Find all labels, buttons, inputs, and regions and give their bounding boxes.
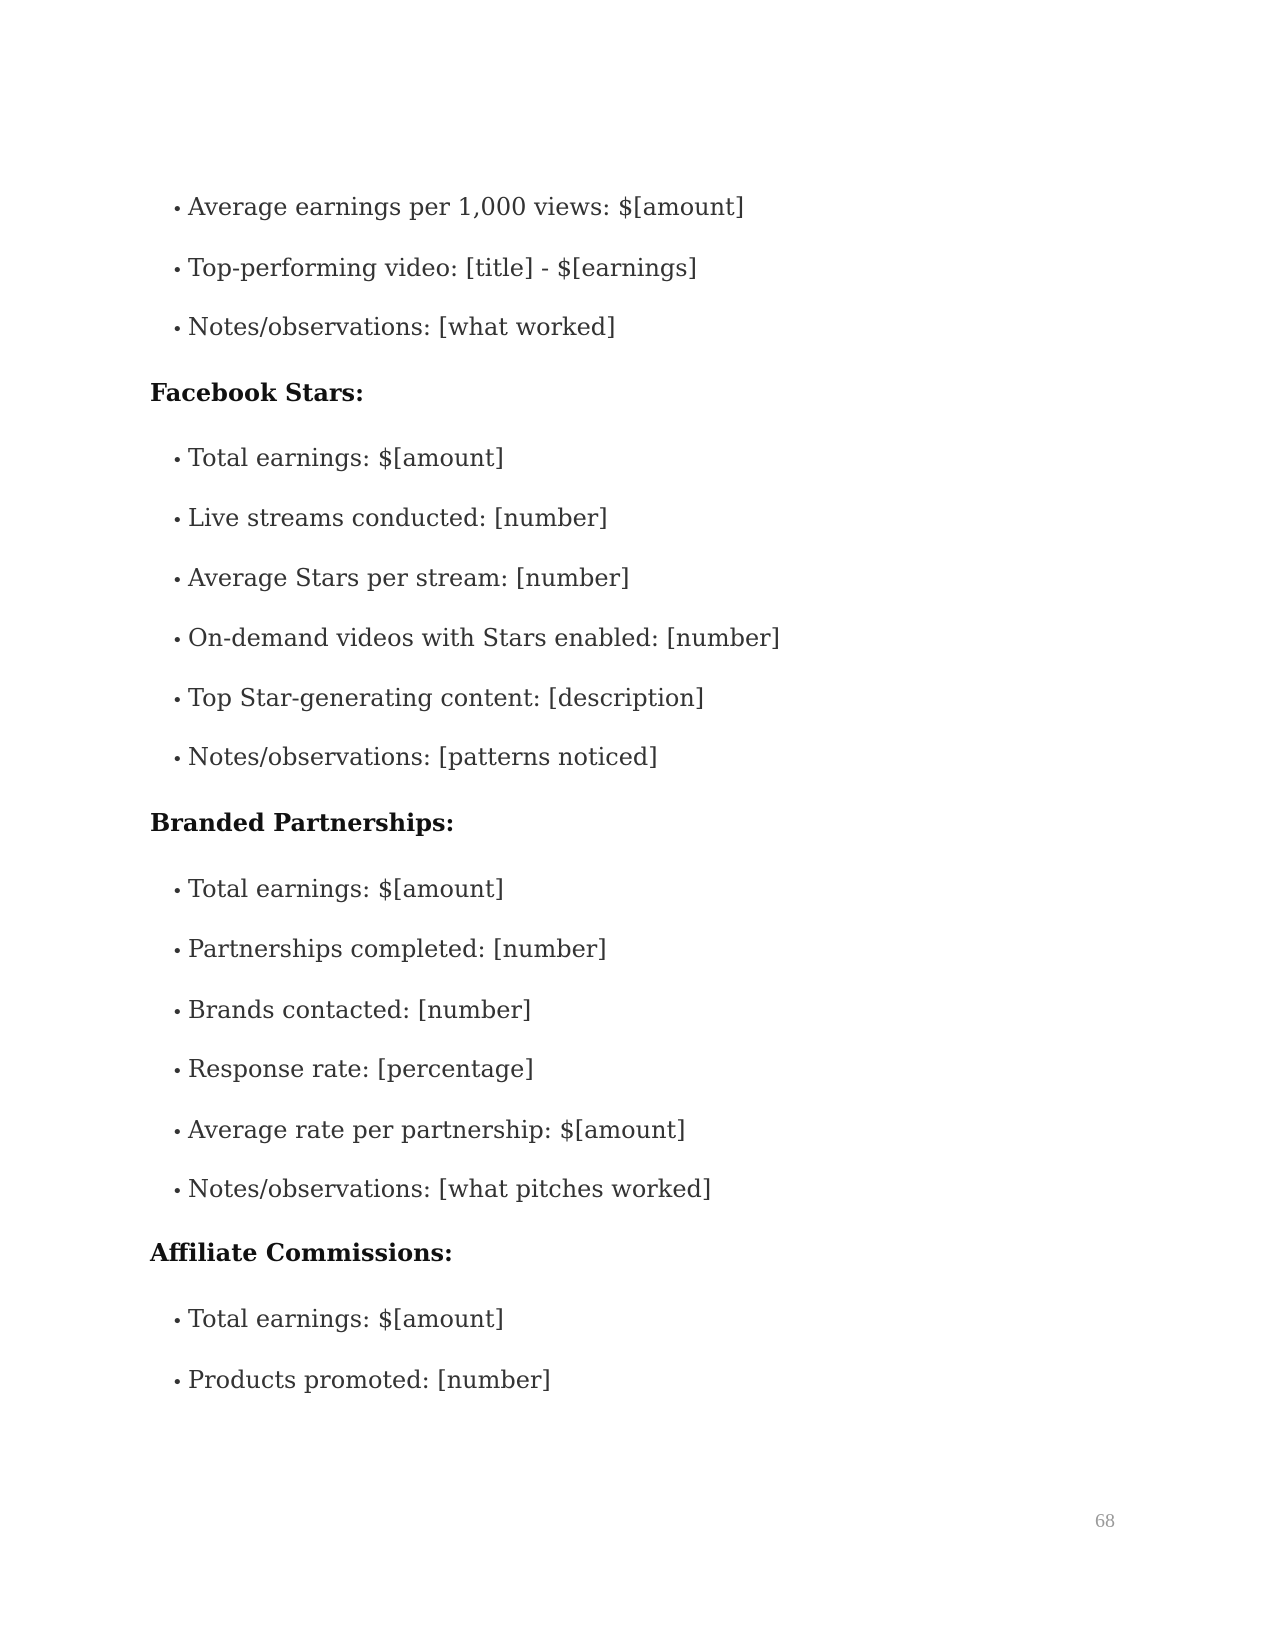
list-item-text: Notes/observations: [what worked]	[188, 313, 616, 341]
bullet-icon: •	[172, 199, 183, 220]
list-item-text: Brands contacted: [number]	[188, 996, 532, 1024]
list-item	[172, 1054, 534, 1087]
bullet-icon: •	[172, 1122, 183, 1143]
list-item-text: Top-performing video: [title] - $[earnings]	[188, 254, 697, 282]
list-item	[172, 503, 608, 536]
bullet-icon: •	[172, 690, 183, 711]
page-number: 68	[1095, 1510, 1115, 1532]
list-item-text: Top Star-generating content: [description]	[188, 684, 705, 712]
list-item-text: Notes/observations: [what pitches worked]	[188, 1175, 712, 1203]
list-item-text: Average rate per partnership: $[amount]	[188, 1116, 686, 1144]
bullet-icon: •	[172, 1061, 183, 1082]
list-item	[172, 563, 629, 596]
bullet-icon: •	[172, 1181, 183, 1202]
list-item	[172, 1304, 504, 1337]
list-item	[172, 934, 607, 967]
bullet-icon: •	[172, 1002, 183, 1023]
list-item-text: Average earnings per 1,000 views: $[amount]	[188, 193, 745, 221]
list-item	[172, 312, 616, 345]
list-item	[172, 874, 504, 907]
list-item	[172, 1115, 686, 1148]
list-item	[172, 1174, 711, 1207]
list-item-text: Notes/observations: [patterns noticed]	[188, 743, 658, 771]
bullet-icon: •	[172, 510, 183, 531]
bullet-icon: •	[172, 570, 183, 591]
section-heading-facebook-stars: Facebook Stars:	[150, 378, 364, 407]
list-item	[172, 623, 780, 656]
list-item-text: Partnerships completed: [number]	[188, 935, 607, 963]
list-item-text: Products promoted: [number]	[188, 1366, 551, 1394]
list-item-text: Total earnings: $[amount]	[188, 875, 504, 903]
list-item-text: Total earnings: $[amount]	[188, 444, 504, 472]
section-heading-branded-partnerships: Branded Partnerships:	[150, 808, 455, 837]
list-item	[172, 683, 704, 716]
bullet-icon: •	[172, 319, 183, 340]
list-item-text: Average Stars per stream: [number]	[188, 564, 630, 592]
list-item	[172, 192, 744, 225]
section-heading-affiliate-commissions: Affiliate Commissions:	[150, 1238, 453, 1267]
bullet-icon: •	[172, 749, 183, 770]
list-item	[172, 995, 531, 1028]
bullet-icon: •	[172, 1311, 183, 1332]
list-item	[172, 253, 697, 286]
list-item	[172, 742, 658, 775]
bullet-icon: •	[172, 450, 183, 471]
list-item-text: Total earnings: $[amount]	[188, 1305, 504, 1333]
bullet-icon: •	[172, 881, 183, 902]
bullet-icon: •	[172, 1372, 183, 1393]
bullet-icon: •	[172, 260, 183, 281]
list-item-text: Response rate: [percentage]	[188, 1055, 534, 1083]
bullet-icon: •	[172, 630, 183, 651]
list-item-text: On-demand videos with Stars enabled: [number]	[188, 624, 781, 652]
list-item-text: Live streams conducted: [number]	[188, 504, 608, 532]
list-item	[172, 443, 504, 476]
bullet-icon: •	[172, 941, 183, 962]
list-item	[172, 1365, 551, 1398]
